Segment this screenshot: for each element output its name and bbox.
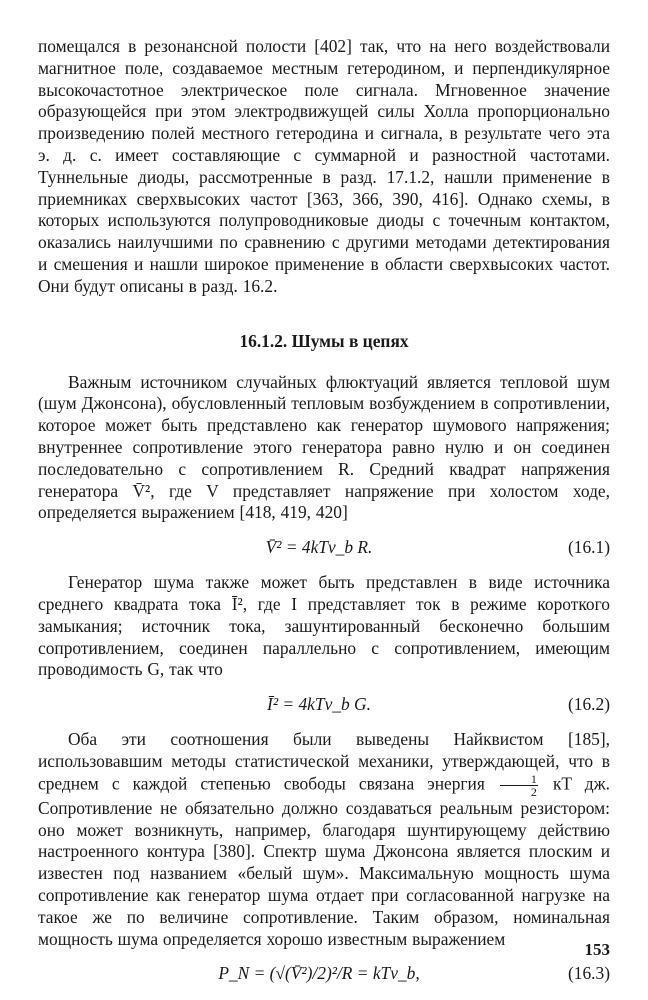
equation-16-1-number: (16.1) [567,536,610,557]
paragraph-nyquist-part-2: кT дж. Сопротивление не обязательно должно создаваться реальным резистором: оно может возникнуть, например, благодаря шунтирующему действию настроенного контура [380]. Спектр шума Джонсона является плоским и известен под названием «белый шум». Максимальную мощность шума сопротивление как генератор шума отдает при согласованной нагрузке на такое же по величине сопротивление. Таким образом, номинальная мощность шума определяется хорошо известным выражением [38,773,610,949]
equation-16-3 [38,956,610,990]
equation-16-2 [38,687,610,721]
fraction-denominator: 2 [530,784,537,799]
paragraph-current-source: Генератор шума также может быть представлен в виде источника среднего квадрата тока Ī², где I представляет ток в режиме короткого замыкания; источник тока, зашунтированный бесконечно большим сопротивлением, соединен параллельно с сопротивлением, имеющим проводимость G, так что [38,572,610,680]
page-number: 153 [584,940,610,959]
paragraph-nyquist-part-1: Оба эти соотношения были выведены Найквистом [185], использовавшим методы статистической механики, утверждающей, что в среднем с каждой степенью свободы связана энергия [38,729,610,794]
equation-16-2-number: (16.2) [567,693,610,714]
fraction-numerator: 1 [500,773,538,786]
equation-16-2-expression: Ī² = 4kTν_b G. [267,693,371,714]
fraction-one-half [500,773,538,798]
paragraph-continuation: помещался в резонансной полости [402] так, что на него воздействовали магнитное поле, создаваемое местным гетеродином, и перпендикулярное высокочастотное электрическое поле сигнала. Мгновенное значение образующейся при этом электродвижущей силы Холла пропорционально произведению полей местного гетеродина и сигнала, в результате чего эта э. д. с. имеет составляющие с суммарной и разностной частотами. Туннельные диоды, рассмотренные в разд. 17.1.2, нашли применение в приемниках сверхвысоких частот [363, 366, 390, 416]. Однако схемы, в которых используются полупроводниковые диоды с точечным контактом, оказались наилучшими по сравнению с другими методами детектирования и смешения и нашли широкое применение в области сверхвысоких частот. Они будут описаны в разд. 16.2. [38,36,610,296]
paragraph-nyquist [38,729,610,950]
equation-16-3-expression: P_N = (√(V̄²)/2)²/R = kTν_b, [218,962,420,983]
equation-16-1-expression: V̄² = 4kTν_b R. [265,536,373,557]
paragraph-thermal-noise: Важным источником случайных флюктуаций является тепловой шум (шум Джонсона), обусловленный тепловым возбуждением в сопротивлении, которое может быть представлено как генератор шумового напряжения; внутреннее сопротивление этого генератора равно нулю и он соединен последовательно с сопротивлением R. Средний квадрат напряжения генератора V̄², где V представляет напряжение при холостом ходе, определяется выражением [418, 419, 420] [38,371,610,523]
section-heading: 16.1.2. Шумы в цепях [239,330,409,351]
equation-16-1 [38,530,610,564]
equation-16-3-number: (16.3) [567,962,610,983]
